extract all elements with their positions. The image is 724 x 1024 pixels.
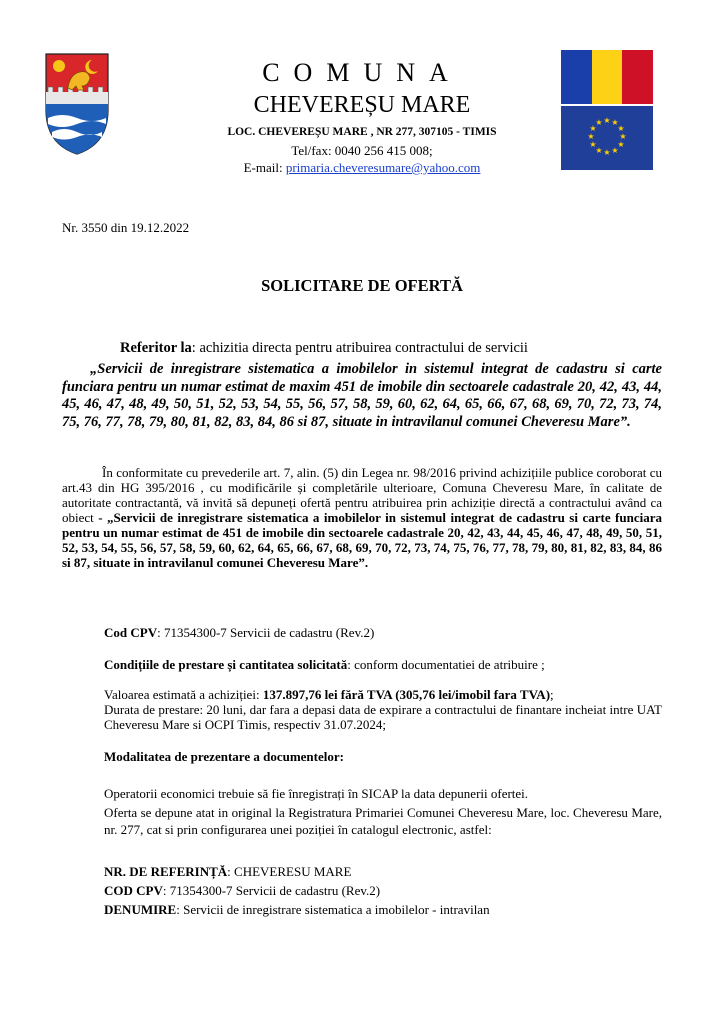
cpv-line xyxy=(104,625,662,640)
eu-flag xyxy=(561,106,653,170)
conditions-line xyxy=(104,657,662,672)
svg-text:★: ★ xyxy=(595,118,603,127)
svg-text:★: ★ xyxy=(587,132,595,141)
estimated-value-line xyxy=(104,687,662,702)
invitation-object: - „Servicii de inregistrare sistematica a imobilelor in sistemul integrat de cadastru si carte funciara pentru un numar estimat de 451 de imobile din sectoarele cadastrale 20, 42, 43, 44, 45, 46, 47, 48, 49, 50, 51, 52, 53, 54, 55, 56, 57, 58, 59, 60, 62, 64, 65, 66, 67, 68, 69, 70, 72, 73, 74, 75, 76, 77, 78, 79, 80, 81, 82, 83, 84, 86 si 87, situate in intravilanul comunei Cheveresu Mare”. xyxy=(62,510,662,570)
svg-text:★: ★ xyxy=(595,146,603,155)
header-email xyxy=(150,160,574,176)
svg-text:★: ★ xyxy=(589,124,597,133)
operators-text: Operatorii economici trebuie să fie înregistrați în SICAP la data depunerii ofertei. xyxy=(104,786,529,801)
document-title: SOLICITARE DE OFERTĂ xyxy=(261,276,463,295)
reference-number-line xyxy=(104,864,662,879)
invitation-text: În conformitate cu prevederile art. 7, alin. (5) din Legea nr. 98/2016 privind achizițiile publice coroborat cu art.43 din HG 395/2016 , cu modificările și completările ulterioare, Comuna Cheveresu Mare, în calitate de autoritate contractantă, vă invită să depuneți ofertă pentru atribuirea prin achiziție directă a contractului având ca obiect xyxy=(62,465,662,525)
reference-object: „Servicii de inregistrare sistematica a imobilelor in sistemul integrat de cadastru si carte funciara pentru un numar estimat de maxim 451 de imobile din sectoarele cadastrale 20, 42, 43, 44, 45, 46, 47, 48, 49, 50, 51, 52, 53, 54, 55, 56, 57, 58, 59, 60, 62, 64, 65, 66, 67, 68, 69, 70, 72, 73, 74, 75, 76, 77, 78, 79, 80, 81, 82, 83, 84, 86 si 87, situate in intravilanul comunei Cheveresu Mare”. xyxy=(62,361,662,430)
value-label: Valoarea estimată a achiziției: xyxy=(104,687,263,702)
reference-number-value: : CHEVERESU MARE xyxy=(227,864,352,879)
document-number: Nr. 3550 din 19.12.2022 xyxy=(62,220,190,235)
flags-group xyxy=(561,50,653,170)
denumire-label: DENUMIRE xyxy=(104,902,177,917)
header-address: LOC. CHEVEREȘU MARE , NR 277, 307105 - TIMIS xyxy=(227,126,497,138)
svg-text:★: ★ xyxy=(611,146,619,155)
denumire-line xyxy=(104,902,662,917)
duration-line: Durata de prestare: 20 luni, dar fara a depasi data de expirare a contractului de finantare incheiat intre UAT Cheveresu Mare si OCPI Timis, respectiv 31.07.2024; xyxy=(104,702,662,732)
svg-text:★: ★ xyxy=(603,116,611,125)
value-amount: 137.897,76 lei fără TVA (305,76 lei/imobil fara TVA) xyxy=(262,687,551,702)
submission-heading: Modalitatea de prezentare a documentelor: xyxy=(104,749,344,764)
cod-cpv-label: COD CPV xyxy=(104,883,163,898)
coat-of-arms xyxy=(44,52,110,156)
svg-text:★: ★ xyxy=(619,132,627,141)
reference-line xyxy=(62,341,662,356)
reference-text: : achizitia directa pentru atribuirea contractului de servicii xyxy=(191,340,528,356)
cod-cpv-value: : 71354300-7 Servicii de cadastru (Rev.2) xyxy=(162,883,381,898)
svg-text:★: ★ xyxy=(589,140,597,149)
cod-cpv-line xyxy=(104,883,662,898)
romania-flag xyxy=(561,50,653,104)
offer-text: Oferta se depune atat in original la Registratura Primariei Comunei Cheveresu Mare, loc. Cheveresu Mare, nr. 277, cat si prin configurarea unei poziției în catalogul electronic, astfel: xyxy=(104,805,662,837)
svg-text:★: ★ xyxy=(611,118,619,127)
svg-text:★: ★ xyxy=(603,148,611,157)
value-end: ; xyxy=(550,687,554,702)
denumire-value: : Servicii de inregistrare sistematica a imobilelor - intravilan xyxy=(176,902,490,917)
cpv-label: Cod CPV xyxy=(104,625,158,640)
email-label: E-mail: xyxy=(243,160,286,175)
cpv-value: : 71354300-7 Servicii de cadastru (Rev.2) xyxy=(157,625,375,640)
reference-label: Referitor la xyxy=(120,340,192,356)
email-link[interactable]: primaria.cheveresumare@yahoo.com xyxy=(285,160,481,175)
header-telephone: Tel/fax: 0040 256 415 008; xyxy=(291,143,433,158)
reference-number-label: NR. DE REFERINȚĂ xyxy=(104,864,228,879)
svg-text:★: ★ xyxy=(617,140,625,149)
conditions-label: Condițiile de prestare și cantitatea solicitată xyxy=(104,657,348,672)
header-comuna: COMUNA xyxy=(262,58,462,87)
header-town-name: CHEVEREȘU MARE xyxy=(253,92,471,118)
conditions-value: : conform documentatiei de atribuire ; xyxy=(347,657,545,672)
svg-text:★: ★ xyxy=(617,124,625,133)
invitation-paragraph xyxy=(62,465,662,570)
